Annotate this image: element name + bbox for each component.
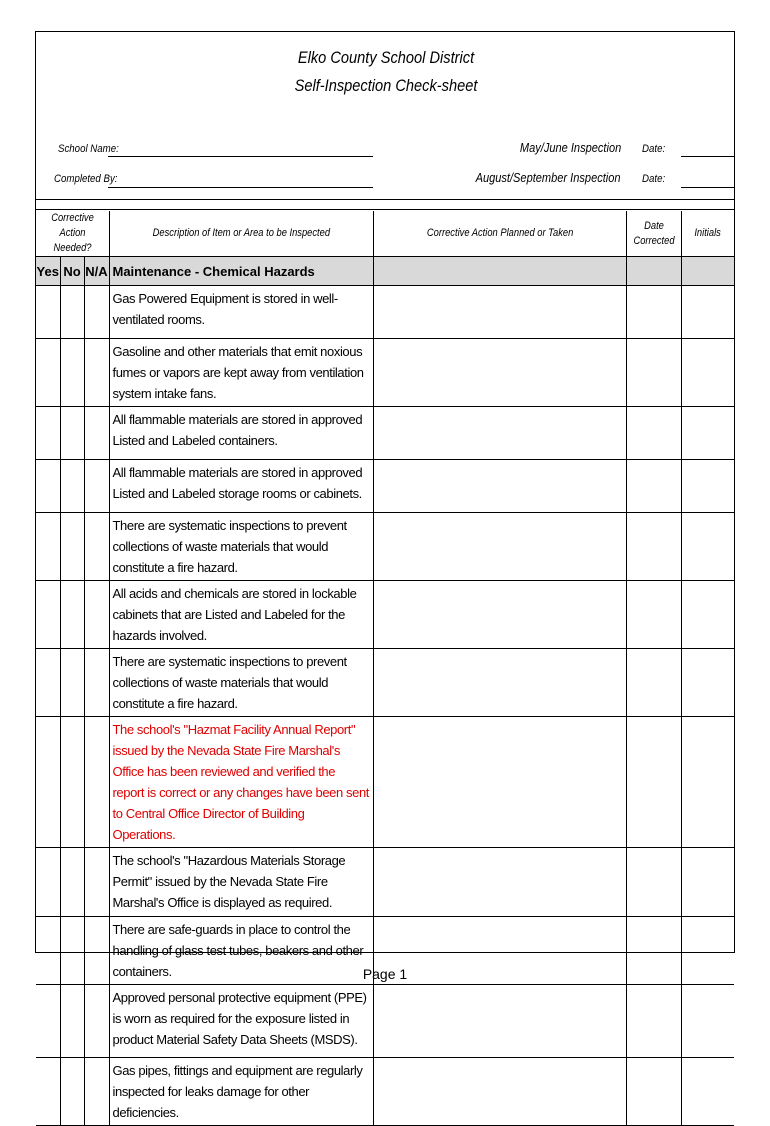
item-description [109,985,373,1058]
no-checkbox-cell[interactable] [60,460,84,513]
initials-cell[interactable] [681,460,734,513]
na-checkbox-cell[interactable] [84,581,109,649]
item-text: The school's "Hazmat Facility Annual Report" issued by the Nevada State Fire Marshal's Office has been reviewed and verified the report is correct or any changes have been sent to Central Office Director of Building Operations. [112,722,370,842]
item-description [109,460,373,513]
na-checkbox-cell[interactable] [84,985,109,1058]
checklist-row [36,339,734,407]
item-text: All flammable materials are stored in approved Listed and Labeled storage rooms or cabinets. [112,465,363,501]
item-description [109,407,373,460]
date-corrected-cell[interactable] [626,581,681,649]
section-header-row [36,257,734,286]
yes-checkbox-cell[interactable] [36,513,60,581]
initials-cell[interactable] [681,286,734,339]
corrective-action-cell[interactable] [373,848,626,917]
date-corrected-cell[interactable] [626,407,681,460]
corrective-action-cell[interactable] [373,985,626,1058]
na-checkbox-cell[interactable] [84,339,109,407]
date-corrected-cell[interactable] [626,848,681,917]
initials-cell[interactable] [681,985,734,1058]
item-text: All flammable materials are stored in approved Listed and Labeled containers. [112,412,363,448]
na-checkbox-cell[interactable] [84,1058,109,1126]
checklist-row [36,407,734,460]
na-checkbox-cell[interactable] [84,848,109,917]
item-description [109,717,373,848]
initials-cell[interactable] [681,848,734,917]
no-checkbox-cell[interactable] [60,339,84,407]
no-checkbox-cell[interactable] [60,286,84,339]
corrective-planned-header: Corrective Action Planned or Taken [426,227,574,239]
na-checkbox-cell[interactable] [84,286,109,339]
date-corrected-cell[interactable] [626,460,681,513]
item-text: There are systematic inspections to prevent collections of waste materials that would constitute a fire hazard. [112,518,347,575]
no-checkbox-cell[interactable] [60,407,84,460]
corrective-action-cell[interactable] [373,339,626,407]
no-column-header: No [60,257,84,286]
initials-cell[interactable] [681,717,734,848]
item-text: Gas pipes, fittings and equipment are regularly inspected for leaks damage for other deficiencies. [112,1063,363,1120]
school-name-field[interactable] [108,156,373,157]
corrective-action-cell[interactable] [373,513,626,581]
august-september-date-field[interactable] [681,187,734,188]
item-text: There are safe-guards in place to control the handling of glass test tubes, beakers and other containers. [112,922,364,979]
item-description [109,1058,373,1126]
initials-cell[interactable] [681,1058,734,1126]
date-corrected-cell[interactable] [626,513,681,581]
may-june-inspection-label: May/June Inspection [519,140,621,155]
yes-checkbox-cell[interactable] [36,649,60,717]
date-corrected-cell[interactable] [626,339,681,407]
description-header: Description of Item or Area to be Inspected [152,227,331,239]
corrective-needed-header: Corrective Action Needed? [51,212,94,254]
na-checkbox-cell[interactable] [84,649,109,717]
checklist-table [36,256,734,1126]
checklist-row [36,717,734,848]
item-text: Approved personal protective equipment (PPE) is worn as required for the exposure listed in product Material Safety Data Sheets (MSDS). [112,990,367,1047]
checklist-row [36,985,734,1058]
no-checkbox-cell[interactable] [60,717,84,848]
no-checkbox-cell[interactable] [60,649,84,717]
corrective-action-cell[interactable] [373,460,626,513]
na-checkbox-cell[interactable] [84,717,109,848]
item-text: There are systematic inspections to prevent collections of waste materials that would constitute a fire hazard. [112,654,347,711]
august-september-inspection-label: August/September Inspection [476,170,621,185]
item-description [109,513,373,581]
initials-cell[interactable] [681,513,734,581]
checklist-row [36,1058,734,1126]
na-column-header: N/A [84,257,109,286]
checklist-row [36,649,734,717]
date-label-1: Date: [642,143,666,155]
yes-checkbox-cell[interactable] [36,1058,60,1126]
school-name-label: School Name: [58,143,119,155]
yes-checkbox-cell[interactable] [36,985,60,1058]
section-title: Maintenance - Chemical Hazards [109,257,373,286]
page-number: Page 1 [362,966,408,982]
initials-header: Initials [694,227,722,239]
corrective-action-cell[interactable] [373,1058,626,1126]
yes-checkbox-cell[interactable] [36,339,60,407]
corrective-action-cell[interactable] [373,286,626,339]
checklist-row [36,460,734,513]
initials-cell[interactable] [681,339,734,407]
date-corrected-cell[interactable] [626,717,681,848]
date-corrected-cell[interactable] [626,1058,681,1126]
yes-checkbox-cell[interactable] [36,407,60,460]
date-corrected-cell[interactable] [626,649,681,717]
corrective-action-cell[interactable] [373,407,626,460]
na-checkbox-cell[interactable] [84,407,109,460]
date-label-2: Date: [642,173,666,185]
item-text: All acids and chemicals are stored in lockable cabinets that are Listed and Labeled for the hazards involved. [112,586,357,643]
date-corrected-cell[interactable] [626,286,681,339]
na-checkbox-cell[interactable] [84,513,109,581]
initials-cell[interactable] [681,581,734,649]
no-checkbox-cell[interactable] [60,985,84,1058]
document-title: Elko County School District [297,48,475,67]
yes-checkbox-cell[interactable] [36,717,60,848]
divider [36,209,734,210]
completed-by-field[interactable] [108,187,373,188]
item-text: The school's "Hazardous Materials Storage Permit" issued by the Nevada State Fire Marshal's Office is displayed as required. [112,853,346,910]
initials-cell[interactable] [681,407,734,460]
item-text: Gas Powered Equipment is stored in well-ventilated rooms. [112,291,338,327]
corrective-action-cell[interactable] [373,717,626,848]
na-checkbox-cell[interactable] [84,460,109,513]
checklist-row [36,848,734,917]
checklist-row [36,286,734,339]
item-description [109,286,373,339]
item-text: Gasoline and other materials that emit noxious fumes or vapors are kept away from ventilation system intake fans. [112,344,364,401]
corrective-action-cell[interactable] [373,581,626,649]
corrective-action-cell[interactable] [373,649,626,717]
item-description [109,649,373,717]
no-checkbox-cell[interactable] [60,581,84,649]
divider [36,199,734,200]
item-description [109,848,373,917]
may-june-date-field[interactable] [681,156,734,157]
yes-column-header: Yes [36,257,60,286]
no-checkbox-cell[interactable] [60,513,84,581]
initials-cell[interactable] [681,649,734,717]
item-description [109,339,373,407]
completed-by-label: Completed By: [54,173,118,185]
yes-checkbox-cell[interactable] [36,286,60,339]
checklist-row [36,581,734,649]
yes-checkbox-cell[interactable] [36,848,60,917]
item-description [109,581,373,649]
yes-checkbox-cell[interactable] [36,460,60,513]
document-subtitle: Self-Inspection Check-sheet [294,76,478,95]
yes-checkbox-cell[interactable] [36,581,60,649]
date-corrected-header: Date Corrected [633,219,675,247]
no-checkbox-cell[interactable] [60,1058,84,1126]
no-checkbox-cell[interactable] [60,848,84,917]
date-corrected-cell[interactable] [626,985,681,1058]
checklist-row [36,513,734,581]
